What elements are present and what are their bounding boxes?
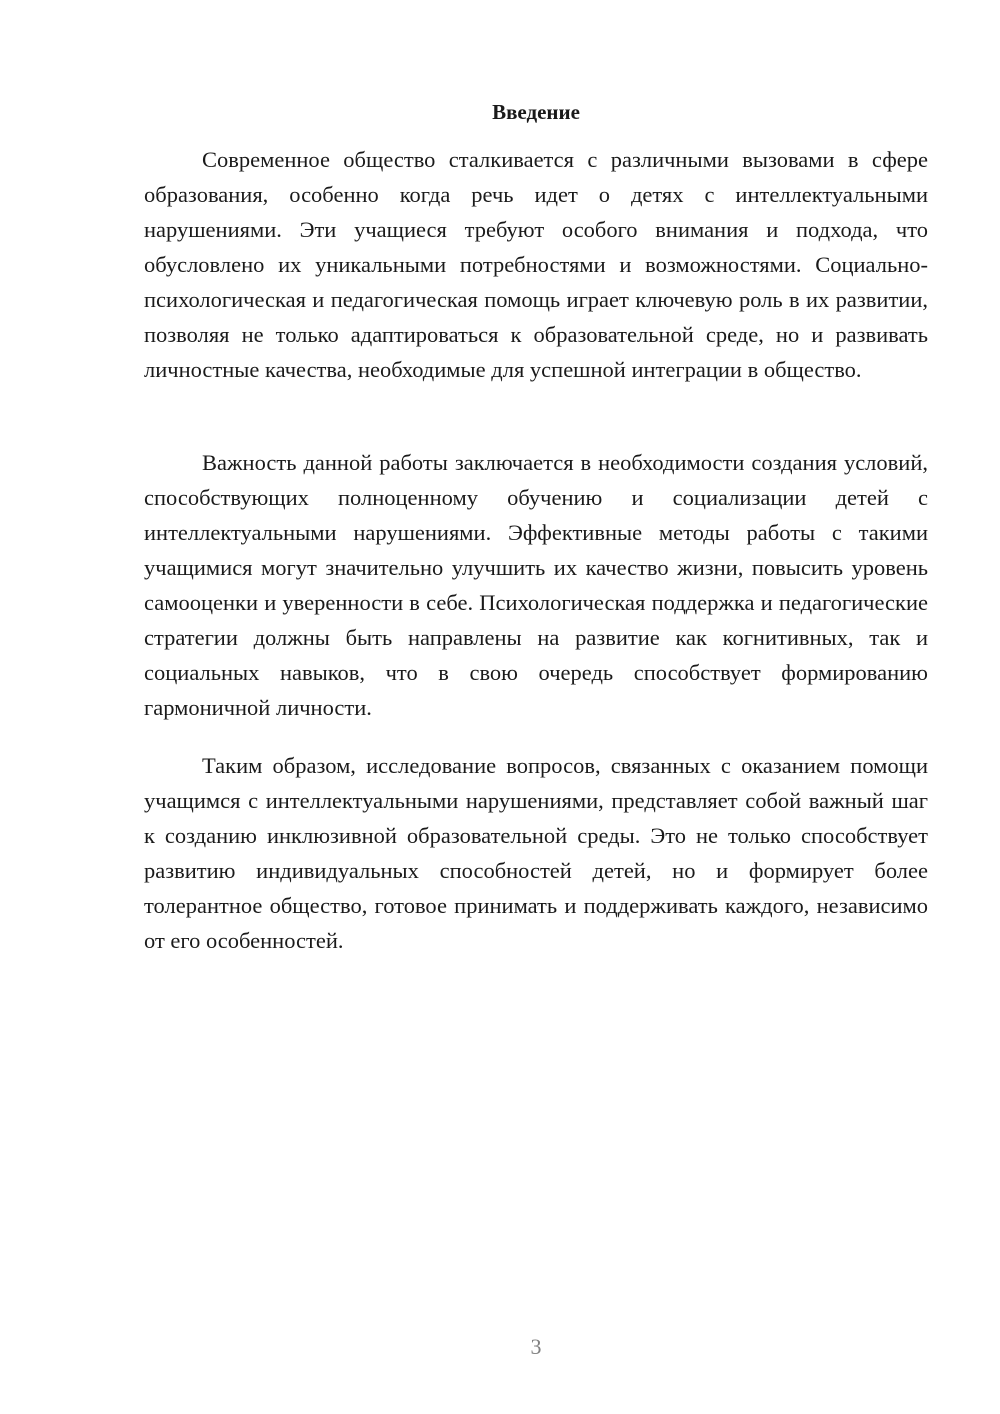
paragraph-3: Таким образом, исследование вопросов, связанных с оказанием помощи учащимся с интеллектуальными нарушениями, представляет собой важный шаг к созданию инклюзивной образовательной среды. Это не только способствует развитию индивидуальных способностей детей, но и формирует более толерантное общество, готовое принимать и поддерживать каждого, независимо от его особенностей. (144, 753, 928, 953)
page-number: 3 (530, 1334, 542, 1359)
paragraph-2: Важность данной работы заключается в необходимости создания условий, способствующих полноценному обучению и социализации детей с интеллектуальными нарушениями. Эффективные методы работы с такими учащимися могут значительно улучшить их качество жизни, повысить уровень самооценки и уверенности в себе. Психологическая поддержка и педагогические стратегии должны быть направлены на развитие как когнитивных, так и социальных навыков, что в свою очередь способствует формированию гармоничной личности. (144, 450, 928, 720)
paragraph-1: Современное общество сталкивается с различными вызовами в сфере образования, особенно когда речь идет о детях с интеллектуальными нарушениями. Эти учащиеся требуют особого внимания и подхода, что обусловлено их уникальными потребностями и возможностями. Социально-психологическая и педагогическая помощь играет ключевую роль в их развитии, позволяя не только адаптироваться к образовательной среде, но и развивать личностные качества, необходимые для успешной интеграции в общество. (144, 147, 928, 382)
section-heading: Введение (492, 100, 580, 124)
